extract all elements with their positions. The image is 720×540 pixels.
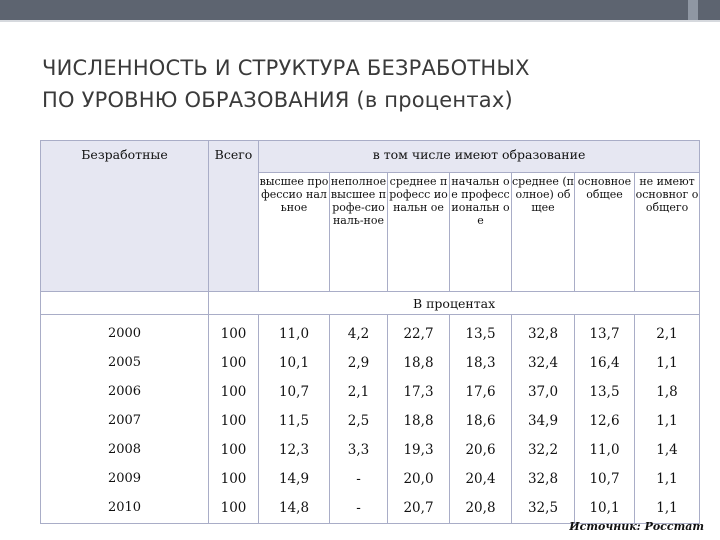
cell-value: 10,1 bbox=[278, 355, 310, 371]
subheader-secondary-vocational: среднее професс иональн ое bbox=[388, 173, 450, 292]
source-label: Источник: bbox=[569, 520, 641, 533]
cell-value: 13,5 bbox=[589, 384, 620, 400]
cell-value: 32,2 bbox=[527, 442, 559, 458]
cell-value: 19,3 bbox=[403, 442, 434, 458]
cell-value: - bbox=[356, 500, 361, 516]
unit-label: В процентах bbox=[209, 292, 700, 315]
cell-value: 10,7 bbox=[278, 384, 310, 400]
cell-value: 100 bbox=[220, 413, 247, 429]
title-line-1: ЧИСЛЕННОСТЬ И СТРУКТУРА БЕЗРАБОТНЫХ bbox=[42, 56, 530, 80]
cell-value: 2,9 bbox=[347, 355, 370, 371]
cell-value: 1,1 bbox=[656, 355, 678, 371]
cell-value: 100 bbox=[220, 442, 247, 458]
cell-value: - bbox=[356, 471, 361, 487]
subheader-higher: высшее профессио нальное bbox=[259, 173, 330, 292]
cell-value: 100 bbox=[220, 326, 247, 342]
subheader-incomplete-higher: неполное высшее профе-сиональ-ное bbox=[330, 173, 388, 292]
cell-value: 20,4 bbox=[465, 471, 496, 487]
secondary-vocational-column bbox=[388, 315, 450, 524]
cell-value: 18,6 bbox=[465, 413, 496, 429]
cell-value: 10,1 bbox=[589, 500, 620, 516]
cell-value: 17,3 bbox=[403, 384, 434, 400]
cell-value: 20,6 bbox=[465, 442, 496, 458]
primary-vocational-column bbox=[450, 315, 512, 524]
cell-value: 17,6 bbox=[465, 384, 496, 400]
cell-value: 18,8 bbox=[403, 413, 434, 429]
cell-value: 34,9 bbox=[527, 413, 559, 429]
year-label: 2010 bbox=[107, 500, 142, 515]
slide-top-bar bbox=[0, 0, 720, 20]
cell-value: 1,4 bbox=[656, 442, 678, 458]
incomplete-higher-column bbox=[330, 315, 388, 524]
slide-title bbox=[42, 52, 692, 116]
cell-value: 12,6 bbox=[589, 413, 620, 429]
years-cell bbox=[41, 315, 209, 524]
data-row bbox=[41, 315, 700, 524]
cell-value: 11,5 bbox=[278, 413, 310, 429]
subheader-basic-general: основное общее bbox=[575, 173, 635, 292]
header-row bbox=[41, 141, 700, 173]
unit-row-blank bbox=[41, 292, 209, 315]
cell-value: 1,1 bbox=[656, 500, 678, 516]
unit-row bbox=[41, 292, 700, 315]
cell-value: 1,1 bbox=[656, 413, 678, 429]
cell-value: 13,7 bbox=[589, 326, 620, 342]
header-total: Всего bbox=[209, 141, 259, 292]
cell-value: 3,3 bbox=[347, 442, 370, 458]
cell-value: 2,5 bbox=[347, 413, 370, 429]
cell-value: 100 bbox=[220, 500, 247, 516]
cell-value: 1,8 bbox=[656, 384, 678, 400]
cell-value: 20,7 bbox=[403, 500, 434, 516]
year-label: 2000 bbox=[107, 326, 142, 341]
cell-value: 16,4 bbox=[589, 355, 620, 371]
cell-value: 18,8 bbox=[403, 355, 434, 371]
title-line-2: ПО УРОВНЮ ОБРАЗОВАНИЯ (в процентах) bbox=[42, 88, 513, 112]
secondary-general-column bbox=[512, 315, 575, 524]
cell-value: 32,8 bbox=[527, 471, 559, 487]
cell-value: 4,2 bbox=[347, 326, 370, 342]
year-label: 2009 bbox=[107, 471, 142, 486]
higher-column bbox=[259, 315, 330, 524]
cell-value: 100 bbox=[220, 384, 247, 400]
cell-value: 37,0 bbox=[527, 384, 559, 400]
year-label: 2006 bbox=[107, 384, 142, 399]
cell-value: 2,1 bbox=[656, 326, 678, 342]
header-unemployed: Безработные bbox=[41, 141, 209, 292]
cell-value: 20,8 bbox=[465, 500, 496, 516]
cell-value: 100 bbox=[220, 471, 247, 487]
cell-value: 2,1 bbox=[347, 384, 370, 400]
no-basic-column bbox=[635, 315, 700, 524]
basic-general-column bbox=[575, 315, 635, 524]
year-label: 2007 bbox=[107, 413, 142, 428]
subheader-secondary-general: среднее (полное) общее bbox=[512, 173, 575, 292]
source-value: Росстат bbox=[644, 520, 704, 533]
total-column bbox=[209, 315, 259, 524]
cell-value: 10,7 bbox=[589, 471, 620, 487]
cell-value: 14,9 bbox=[278, 471, 310, 487]
cell-value: 13,5 bbox=[465, 326, 496, 342]
cell-value: 11,0 bbox=[278, 326, 310, 342]
cell-value: 20,0 bbox=[403, 471, 434, 487]
cell-value: 12,3 bbox=[278, 442, 310, 458]
cell-value: 32,5 bbox=[527, 500, 559, 516]
cell-value: 32,8 bbox=[527, 326, 559, 342]
cell-value: 100 bbox=[220, 355, 247, 371]
year-label: 2008 bbox=[107, 442, 142, 457]
source-note bbox=[569, 520, 704, 533]
cell-value: 11,0 bbox=[589, 442, 620, 458]
cell-value: 14,8 bbox=[278, 500, 310, 516]
header-education-group: в том числе имеют образование bbox=[259, 141, 700, 173]
cell-value: 22,7 bbox=[403, 326, 434, 342]
top-bar-accent bbox=[688, 0, 698, 20]
top-bar-divider bbox=[0, 20, 720, 22]
cell-value: 32,4 bbox=[527, 355, 559, 371]
cell-value: 1,1 bbox=[656, 471, 678, 487]
cell-value: 18,3 bbox=[465, 355, 496, 371]
unemployment-table bbox=[40, 140, 699, 516]
subheader-primary-vocational: начальн ое професс иональн ое bbox=[450, 173, 512, 292]
subheader-no-basic: не имеют основног о общего bbox=[635, 173, 700, 292]
year-label: 2005 bbox=[107, 355, 142, 370]
